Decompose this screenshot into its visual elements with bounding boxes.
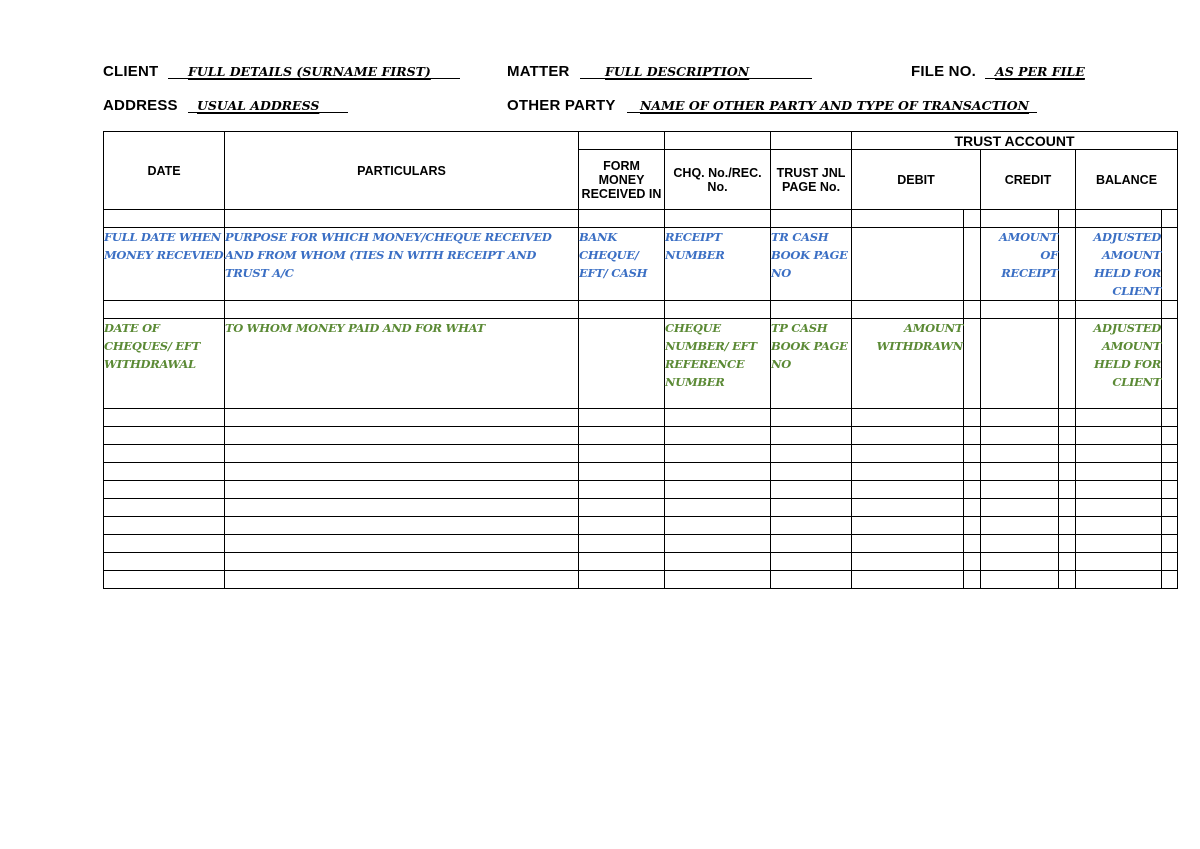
payment-debit: AMOUNT WITHDRAWN: [852, 319, 964, 409]
file-no-label: FILE NO.: [911, 63, 976, 80]
table-row: [104, 499, 1178, 517]
receipt-jnl: TR CASH BOOK PAGE NO: [771, 228, 852, 301]
table-row: [104, 535, 1178, 553]
receipt-debit: [852, 228, 964, 301]
client-value: FULL DETAILS (SURNAME FIRST): [188, 64, 431, 79]
receipt-balance: ADJUSTED AMOUNT HELD FOR CLIENT: [1076, 228, 1162, 301]
header-blank-chq: [665, 132, 771, 150]
other-party-label: OTHER PARTY: [507, 97, 616, 114]
receipt-date: FULL DATE WHEN MONEY RECEVIED: [104, 228, 225, 301]
header-row-top: [104, 132, 1178, 150]
client-label: CLIENT: [103, 63, 159, 80]
table-row: [104, 463, 1178, 481]
matter-label: MATTER: [507, 63, 570, 80]
col-header-debit: DEBIT: [852, 150, 981, 210]
col-header-jnl: TRUST JNL PAGE No.: [771, 150, 852, 210]
payment-balance: ADJUSTED AMOUNT HELD FOR CLIENT: [1076, 319, 1162, 409]
payment-form: [579, 319, 665, 409]
payment-jnl: TP CASH BOOK PAGE NO: [771, 319, 852, 409]
payment-particulars: TO WHOM MONEY PAID AND FOR WHAT: [225, 319, 579, 409]
trust-account-group-header: TRUST ACCOUNT: [852, 132, 1178, 150]
table-row: [104, 427, 1178, 445]
receipt-credit: AMOUNT OF RECEIPT: [981, 228, 1059, 301]
payment-date: DATE OF CHEQUES/ EFT WITHDRAWAL: [104, 319, 225, 409]
col-header-date: DATE: [104, 132, 225, 210]
col-header-balance: BALANCE: [1076, 150, 1178, 210]
receipt-particulars: PURPOSE FOR WHICH MONEY/CHEQUE RECEIVED AND FROM WHOM (TIES IN WITH RECEIPT AND TRUST A/C: [225, 228, 579, 301]
col-header-particulars: PARTICULARS: [225, 132, 579, 210]
receipt-chq: RECEIPT NUMBER: [665, 228, 771, 301]
file-no-value: AS PER FILE: [995, 64, 1085, 79]
other-party-value: NAME OF OTHER PARTY AND TYPE OF TRANSACTION: [640, 98, 1030, 113]
table-row: [104, 409, 1178, 427]
payment-example-row: [104, 319, 1178, 409]
header-blank-form: [579, 132, 665, 150]
table-row: [104, 571, 1178, 589]
table-row: [104, 301, 1178, 319]
payment-chq: CHEQUE NUMBER/ EFT REFERENCE NUMBER: [665, 319, 771, 409]
trust-ledger-table: [103, 131, 1178, 589]
payment-credit: [981, 319, 1059, 409]
address-label: ADDRESS: [103, 97, 178, 114]
table-row: [104, 481, 1178, 499]
table-row: [104, 553, 1178, 571]
col-header-form: FORM MONEY RECEIVED IN: [579, 150, 665, 210]
table-row: [104, 210, 1178, 228]
receipt-example-row: [104, 228, 1178, 301]
col-header-credit: CREDIT: [981, 150, 1076, 210]
header-blank-jnl: [771, 132, 852, 150]
table-row: [104, 445, 1178, 463]
address-value: USUAL ADDRESS: [197, 98, 320, 113]
table-row: [104, 517, 1178, 535]
matter-value: FULL DESCRIPTION: [605, 64, 750, 79]
col-header-chq: CHQ. No./REC. No.: [665, 150, 771, 210]
receipt-form: BANK CHEQUE/ EFT/ CASH: [579, 228, 665, 301]
